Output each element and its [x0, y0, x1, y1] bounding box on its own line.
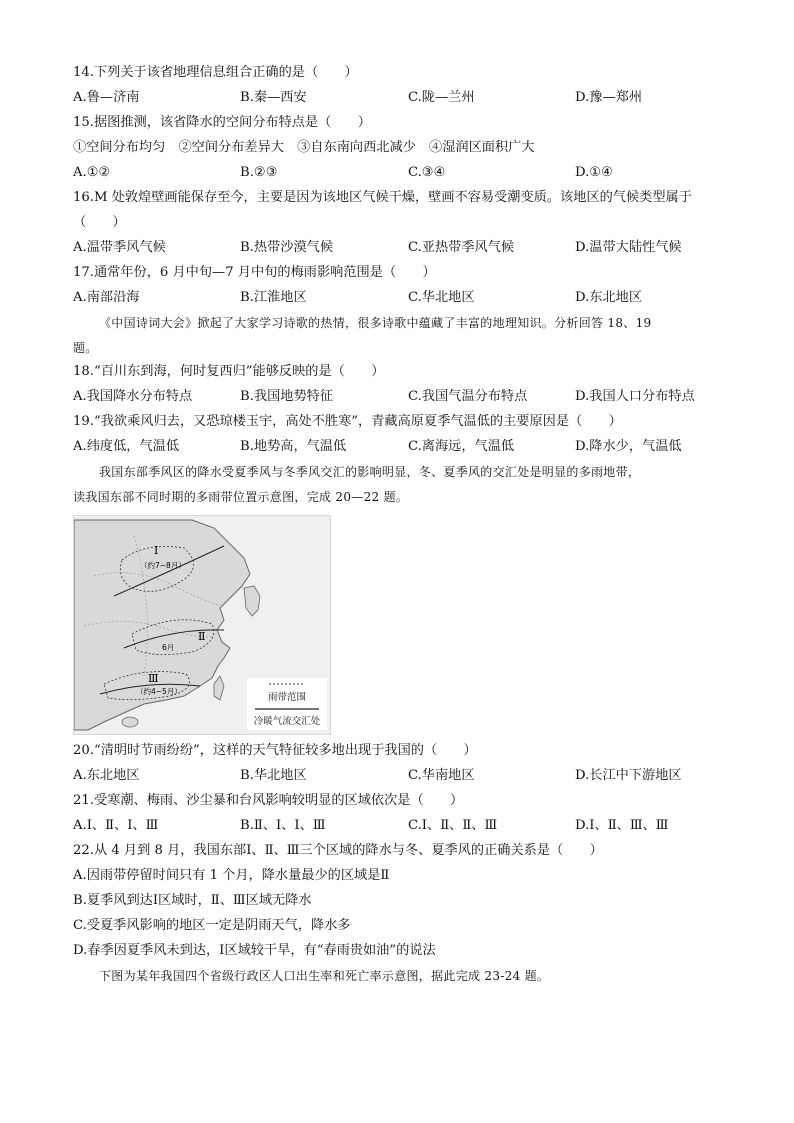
q22-option-d[interactable]: D.春季因夏季风未到达，Ⅰ区域较干旱，有“春雨贵如油”的说法	[73, 943, 436, 958]
q21-option-b[interactable]: B.Ⅱ、Ⅰ、Ⅰ、Ⅲ	[240, 818, 326, 833]
intro-18-19-text: 《中国诗词大会》掀起了大家学习诗歌的热情，很多诗歌中蕴藏了丰富的地理知识。分析回答 18、19	[99, 316, 652, 330]
q15-option-b[interactable]: B.②③	[240, 165, 278, 180]
intro-18-19-line1	[73, 313, 723, 333]
q20-option-b[interactable]: B.华北地区	[240, 768, 307, 783]
q15-stem: 15.据图推测，该省降水的空间分布特点是（ ）	[73, 115, 371, 130]
map-label-III-period: （约4~5月）	[136, 687, 182, 696]
map-label-III: Ⅲ	[148, 672, 159, 685]
q18-option-b[interactable]: B.我国地势特征	[240, 389, 334, 404]
intro-20-22-line1	[73, 462, 723, 482]
q14-stem: 14.下列关于该省地理信息组合正确的是（ ）	[73, 65, 358, 80]
q16-option-d[interactable]: D.温带大陆性气候	[575, 240, 682, 255]
q18-option-a[interactable]: A.我国降水分布特点	[73, 389, 193, 404]
intro-18-19-line2: 题。	[73, 341, 98, 355]
q21-stem: 21.受寒潮、梅雨、沙尘暴和台风影响较明显的区域依次是（ ）	[73, 793, 464, 808]
q15-statements: ①空间分布均匀 ②空间分布差异大 ③自东南向西北减少 ④湿润区面积广大	[73, 140, 535, 155]
legend-convergence-label: 冷暖气流交汇处	[253, 716, 321, 727]
q18-option-d[interactable]: D.我国人口分布特点	[575, 389, 695, 404]
q20-option-a[interactable]: A.东北地区	[73, 768, 140, 783]
q19-option-d[interactable]: D.降水少，气温低	[575, 439, 682, 454]
q17-stem: 17.通常年份，6 月中旬—7 月中旬的梅雨影响范围是（ ）	[73, 265, 436, 280]
q20-option-c[interactable]: C.华南地区	[408, 768, 475, 783]
map-label-I: Ⅰ	[154, 544, 159, 557]
peninsula-shape	[244, 586, 260, 616]
q15-option-c[interactable]: C.③④	[408, 165, 446, 180]
q16-option-a[interactable]: A.温带季风气候	[73, 240, 166, 255]
intro-23-24-line1	[73, 966, 723, 986]
q15-option-a[interactable]: A.①②	[73, 165, 111, 180]
q17-option-d[interactable]: D.东北地区	[575, 290, 643, 305]
coastline-shape	[74, 520, 250, 730]
q22-option-a[interactable]: A.因雨带停留时间只有 1 个月，降水量最少的区域是Ⅱ	[73, 868, 390, 883]
intro-20-22-line2: 读我国东部不同时期的多雨带位置示意图，完成 20—22 题。	[73, 490, 409, 504]
q17-option-a[interactable]: A.南部沿海	[73, 290, 140, 305]
q21-option-a[interactable]: A.Ⅰ、Ⅱ、Ⅰ、Ⅲ	[73, 818, 159, 833]
island-taiwan-shape	[214, 676, 224, 700]
map-legend	[247, 678, 327, 730]
q19-stem: 19.“我欲乘风归去，又恐琼楼玉宇，高处不胜寒”，青藏高原夏季气温低的主要原因是（ ）	[73, 414, 622, 429]
q14-option-d[interactable]: D.豫—郑州	[575, 90, 643, 105]
q22-option-c[interactable]: C.受夏季风影响的地区一定是阴雨天气，降水多	[73, 918, 351, 933]
q16-stem-cont: （ ）	[73, 215, 126, 230]
intro-20-22-text: 我国东部季风区的降水受夏季风与冬季风交汇的影响明显，冬、夏季风的交汇处是明显的多雨地带，	[99, 465, 641, 479]
q14-option-c[interactable]: C.陇—兰州	[408, 90, 475, 105]
q14-option-b[interactable]: B.秦—西安	[240, 90, 307, 105]
q19-option-b[interactable]: B.地势高，气温低	[240, 439, 347, 454]
q16-option-c[interactable]: C.亚热带季风气候	[408, 240, 515, 255]
map-label-II-period: 6月	[162, 643, 175, 652]
legend-rain-band-label: 雨带范围	[267, 692, 306, 703]
q19-option-a[interactable]: A.纬度低，气温低	[73, 439, 180, 454]
map-label-II: Ⅱ	[198, 630, 206, 643]
q22-stem: 22.从 4 月到 8 月，我国东部Ⅰ、Ⅱ、Ⅲ三个区域的降水与冬、夏季风的正确关系是（ ）	[73, 843, 603, 858]
intro-23-24-text: 下图为某年我国四个省级行政区人口出生率和死亡率示意图，据此完成 23-24 题。	[99, 969, 550, 983]
map-label-I-period: （约7~8月）	[140, 561, 186, 570]
q18-stem: 18.“百川东到海，何时复西归”能够反映的是（ ）	[73, 364, 385, 379]
island-hainan-shape	[122, 717, 138, 727]
q21-option-d[interactable]: D.Ⅰ、Ⅱ、Ⅲ、Ⅲ	[575, 818, 669, 833]
q20-option-d[interactable]: D.长江中下游地区	[575, 768, 682, 783]
q15-option-d[interactable]: D.①④	[575, 165, 613, 180]
q19-option-c[interactable]: C.离海远，气温低	[408, 439, 515, 454]
q22-option-b[interactable]: B.夏季风到达Ⅰ区域时，Ⅱ、Ⅲ区域无降水	[73, 893, 312, 908]
q20-stem: 20.“清明时节雨纷纷”，这样的天气特征较多地出现于我国的（ ）	[73, 743, 477, 758]
q16-option-b[interactable]: B.热带沙漠气候	[240, 240, 334, 255]
q14-option-a[interactable]: A.鲁—济南	[73, 90, 140, 105]
q16-stem: 16.M 处敦煌壁画能保存至今，主要是因为该地区气候干燥，壁画不容易受潮变质。该地区的气候类型属于	[73, 190, 692, 205]
q17-option-b[interactable]: B.江淮地区	[240, 290, 307, 305]
q17-option-c[interactable]: C.华北地区	[408, 290, 475, 305]
q18-option-c[interactable]: C.我国气温分布特点	[408, 389, 528, 404]
q21-option-c[interactable]: C.Ⅰ、Ⅱ、Ⅱ、Ⅲ	[408, 818, 498, 833]
